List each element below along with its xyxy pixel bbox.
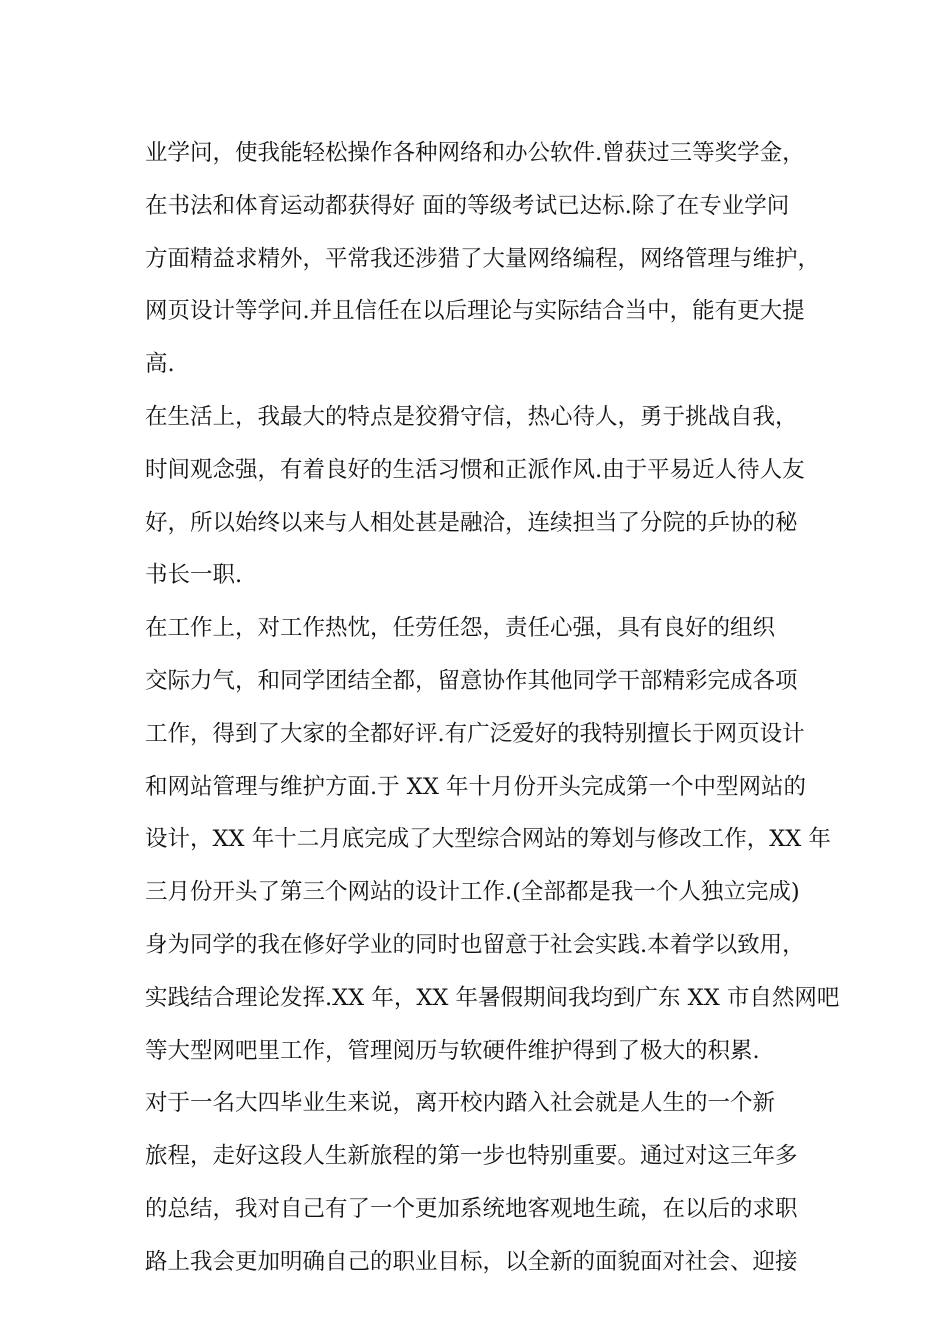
text-line: 旅程，走好这段人生新旅程的第一步也特别重要。通过对这三年多 <box>145 1143 798 1170</box>
text-line: 路上我会更加明确自己的职业目标，以全新的面貌面对社会、迎接 <box>145 1248 798 1275</box>
text-line: 三月份开头了第三个网站的设计工作.(全部都是我一个人独立完成) <box>145 879 800 906</box>
text-line: 等大型网吧里工作，管理阅历与软硬件维护得到了极大的积累. <box>145 1037 760 1064</box>
text-line: 设计，XX 年十二月底完成了大型综合网站的筹划与修改工作，XX 年 <box>145 826 831 853</box>
text-line: 方面精益求精外，平常我还涉猎了大量网络编程，网络管理与维护， <box>145 245 821 272</box>
paragraph-start-line: 在生活上，我最大的特点是狡猾守信，热心待人，勇于挑战自我， <box>145 403 798 430</box>
text-line: 在书法和体育运动都获得好 面的等级考试已达标.除了在专业学问 <box>145 192 790 219</box>
text-line: 高. <box>145 351 175 378</box>
text-line: 的总结，我对自己有了一个更加系统地客观地生疏，在以后的求职 <box>145 1195 798 1222</box>
text-line: 工作，得到了大家的全都好评.有广泛爱好的我特别擅长于网页设计 <box>145 720 805 747</box>
text-line: 交际力气，和同学团结全都，留意协作其他同学干部精彩完成各项 <box>145 667 798 694</box>
text-line: 书长一职. <box>145 562 243 589</box>
text-line: 时间观念强，有着良好的生活习惯和正派作风.由于平易近人待人友 <box>145 456 805 483</box>
text-line: 网页设计等学问.并且信任在以后理论与实际结合当中，能有更大提 <box>145 298 805 325</box>
text-line: 身为同学的我在修好学业的同时也留意于社会实践.本着学以致用， <box>145 931 805 958</box>
text-line: 业学问，使我能轻松操作各种网络和办公软件.曾获过三等奖学金， <box>145 140 805 166</box>
text-line: 好，所以始终以来与人相处甚是融洽，连续担当了分院的乒协的秘 <box>145 509 798 536</box>
body-text <box>145 127 840 1289</box>
text-line: 实践结合理论发挥.XX 年，XX 年暑假期间我均到广东 XX 市自然网吧 <box>145 984 840 1011</box>
text-line: 和网站管理与维护方面.于 XX 年十月份开头完成第一个中型网站的 <box>145 773 806 800</box>
paragraph-start-line: 在工作上，对工作热忱，任劳任怨，责任心强，具有良好的组织 <box>145 615 776 642</box>
paragraph-start-line: 对于一名大四毕业生来说，离开校内踏入社会就是人生的一个新 <box>145 1090 776 1117</box>
